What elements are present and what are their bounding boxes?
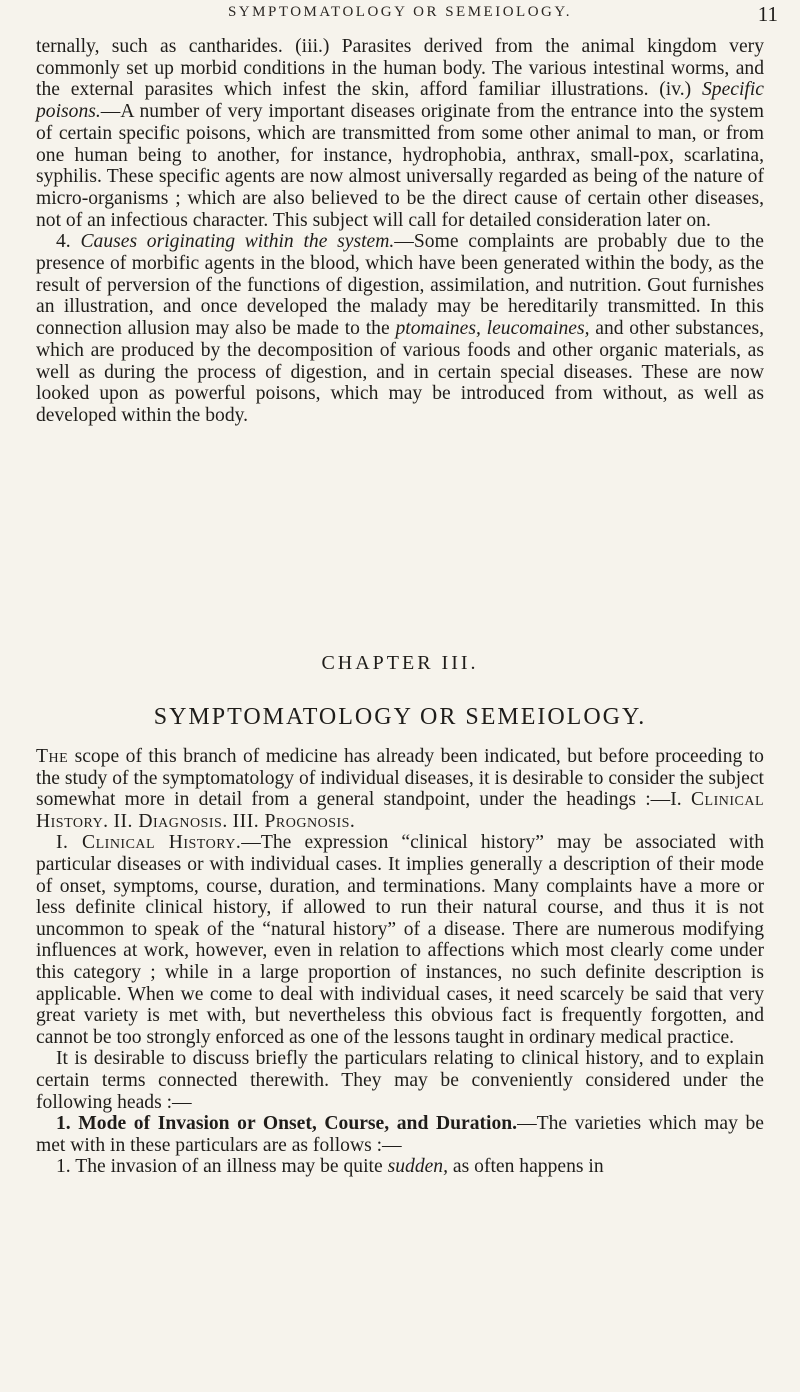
desirable-text: It is desirable to discuss briefly the particulars relating to clinical history, and to explain certain terms connected therewith. They may be conveniently considered under the following heads :— [36, 1048, 764, 1113]
paragraph-intro [36, 746, 764, 832]
paragraph-item-4 [36, 231, 764, 426]
invasion-text: 1. The invasion of an illness may be quite [56, 1156, 383, 1178]
paragraph-a-rest: —A number of very important diseases originate from the entrance into the system of certain specific poisons, which are transmitted from some other animal to man, or from one human being to another, for instance, hydrophobia, anthrax, small-pox, scarlatina, syphilis. These specific agents are now almost universally regarded as being of the nature of micro-organisms ; which are also believed to be the direct cause of certain other diseases, not of an infectious character. This subject will call for detailed consideration later on. [36, 101, 764, 231]
mode-text: —The varieties which may be met with in these particulars are as follows :— [36, 1113, 764, 1156]
paragraph-specific-poisons [36, 36, 764, 231]
page-number: 11 [757, 2, 778, 26]
running-head: SYMPTOMATOLOGY OR SEMEIOLOGY. [227, 4, 573, 20]
chapter-number: CHAPTER III. [321, 652, 479, 674]
invasion-tail: as often happens in [452, 1156, 604, 1178]
item4-text-1: —Some complaints are probably due to the presence of morbific agents in the blood, which have been generated within the body, as the result of perversion of the functions of digestion, assimilation, and nutrition. Gout furnishes an illustration, and once developed the malady may be hereditarily transmitted. In this connection allusion may also be made to the [36, 231, 765, 340]
section-causes [36, 36, 764, 427]
mode-heading: 1. Mode of Invasion or Onset, Course, and Duration. [56, 1113, 518, 1135]
item4-number: 4. [56, 231, 71, 253]
item4-text-2: and other substances, which are produced by the decomposition of various foods and other organic materials, as well as during the process of digestion, and in certain special diseases. These are now looked upon as powerful poisons, which may be introduced from without, as well as developed within the body. [36, 318, 765, 426]
item4-italic-terms: ptomaines, leucomaines, [395, 318, 590, 340]
section-symptomatology [36, 746, 764, 1178]
paragraph-mode-of-invasion [36, 1113, 764, 1156]
chapter-title: SYMPTOMATOLOGY OR SEMEIOLOGY. [153, 704, 647, 730]
paragraph-a-text: ternally, such as cantharides. (iii.) Parasites derived from the animal kingdom very commonly set up morbid conditions in the human body. The various intestinal worms, and the external parasites which infest the skin, afford familiar illustrations. (iv.) [36, 36, 764, 101]
paragraph-clinical-history [36, 832, 764, 1048]
paragraph-invasion [36, 1156, 764, 1178]
heading-diagnosis: II. Diagnosis. [113, 810, 228, 832]
clinical-history-label: I. Clinical History. [56, 832, 242, 854]
item4-title: Causes originating within the system. [80, 231, 395, 253]
clinical-history-text: —The expression “clinical history” may be associated with particular diseases or with individual cases. It implies generally a description of their mode of onset, symptoms, course, duration, and terminations. Many complaints have a more or less definite clinical history, if allowed to run their natural course, and thus it is not uncommon to speak of the “natural history” of a disease. There are numerous modifying influences at work, however, even in relation to affections which most clearly come under this category ; while in a large proportion of instances, no such definite description is applicable. When we come to deal with individual cases, it need scarcely be said that very great variety is met with, but nevertheless this obvious fact is frequently forgotten, and cannot be too strongly enforced as one of the lessons taught in ordinary medical practice. [36, 832, 764, 1048]
sudden-word: sudden, [387, 1156, 449, 1178]
intro-lead: The [36, 746, 69, 767]
intro-text: scope of this branch of medicine has already been indicated, but before proceeding to the study of the symptomatology of individual diseases, it is desirable to consider the subject somewhat more in detail from a general standpoint, under the headings :—I. [36, 746, 764, 811]
heading-clinical-history: Clinical History. [36, 789, 765, 832]
heading-prognosis: III. Prognosis. [232, 810, 356, 832]
specific-poisons-label: Specific poisons. [36, 79, 764, 123]
paragraph-desirable [36, 1048, 764, 1113]
